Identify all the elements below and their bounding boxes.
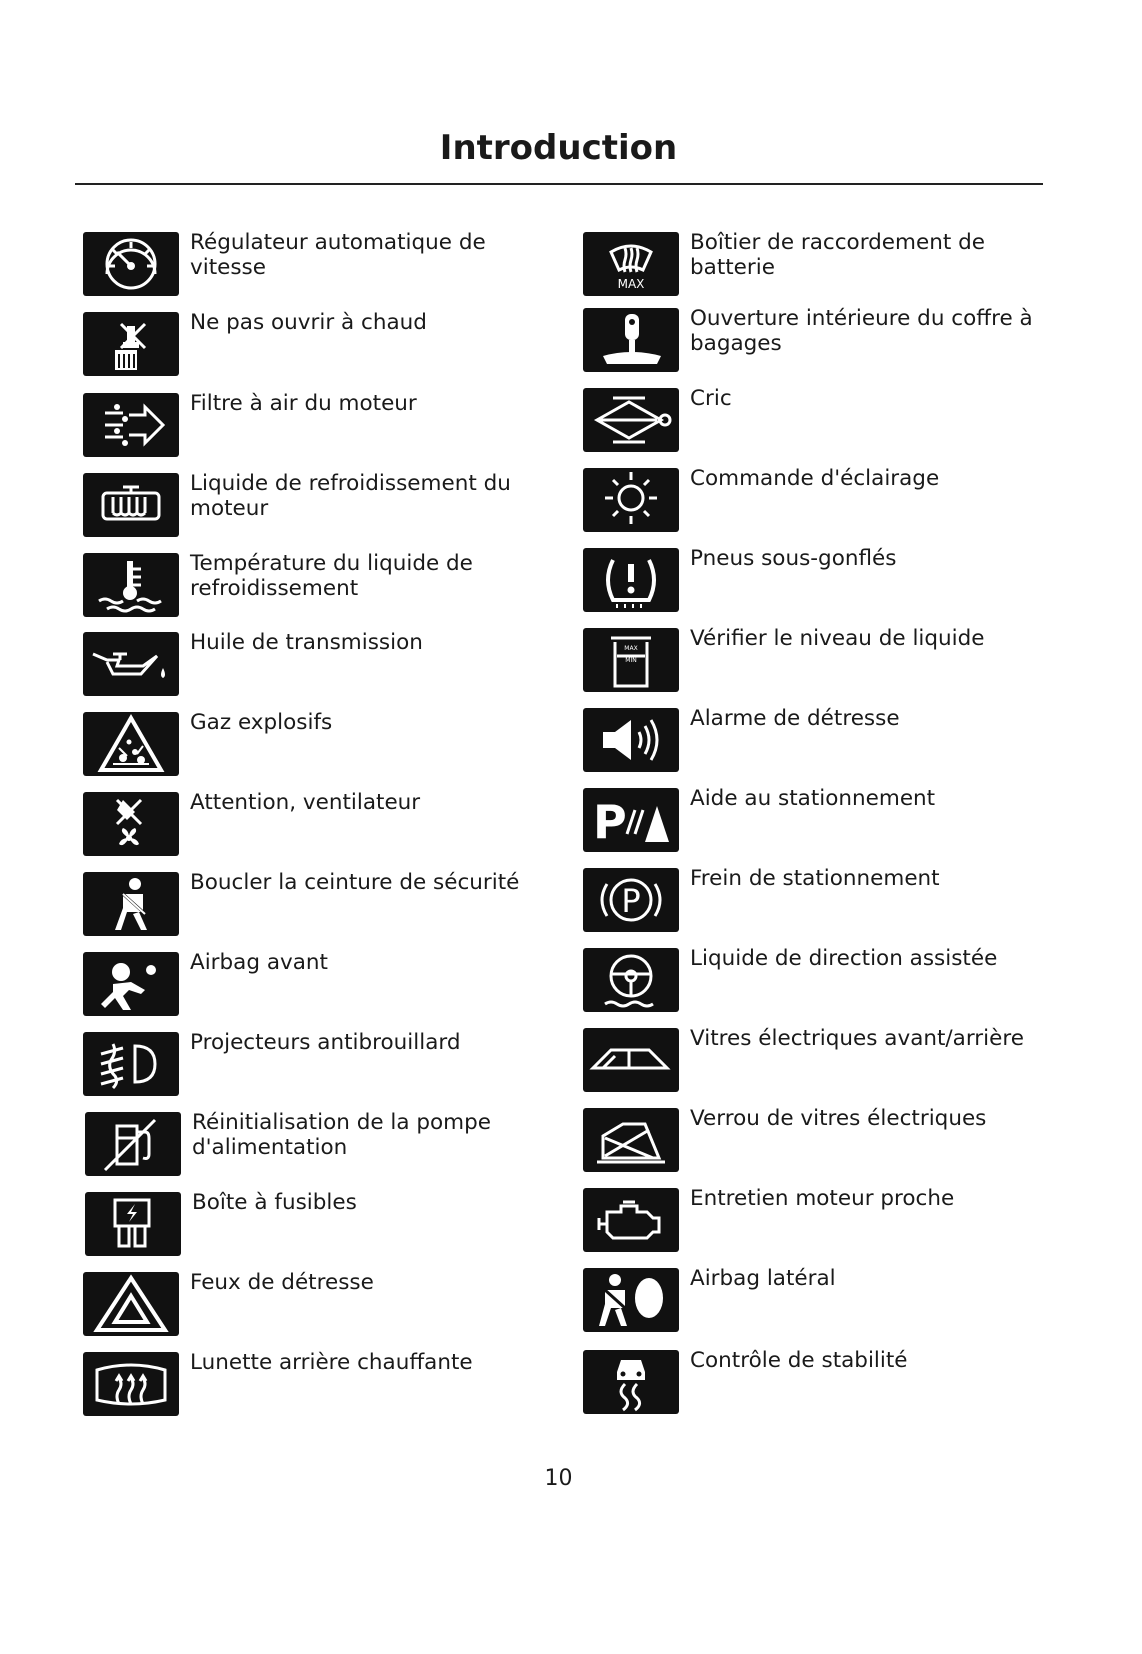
item-label: Filtre à air du moteur <box>190 391 417 416</box>
icon-caption-max: MAX <box>624 645 638 652</box>
item-label: Réinitialisation de la pompe d'alimentation <box>192 1110 492 1160</box>
defrost-max-icon <box>583 232 679 296</box>
item-label: Commande d'éclairage <box>690 466 940 491</box>
item-label: Airbag latéral <box>690 1266 836 1291</box>
front-airbag-icon <box>83 952 179 1016</box>
jack-icon <box>583 388 679 452</box>
lighting-control-icon <box>583 468 679 532</box>
fog-lamp-icon <box>83 1032 179 1096</box>
icon-caption-min: MIN <box>625 657 637 664</box>
item-label: Vérifier le niveau de liquide <box>690 626 985 651</box>
item-label: Vitres électriques avant/arrière <box>690 1026 1024 1051</box>
power-steering-icon <box>583 948 679 1012</box>
fuel-pump-reset-icon <box>85 1112 181 1176</box>
trunk-release-icon <box>583 308 679 372</box>
page-number: 10 <box>544 1466 573 1491</box>
item-label: Gaz explosifs <box>190 710 333 735</box>
item-label: Température du liquide de refroidissement <box>190 551 473 601</box>
item-label: Cric <box>690 386 732 411</box>
power-windows-icon <box>583 1028 679 1092</box>
fuse-box-icon <box>85 1192 181 1256</box>
item-label: Feux de détresse <box>190 1270 374 1295</box>
heated-rear-window-icon <box>83 1352 179 1416</box>
item-label: Frein de stationnement <box>690 866 940 891</box>
item-label: Contrôle de stabilité <box>690 1348 908 1373</box>
item-label: Alarme de détresse <box>690 706 900 731</box>
item-label: Boîtier de raccordement de batterie <box>690 230 985 280</box>
hazard-warning-icon <box>83 1272 179 1336</box>
item-label: Boucler la ceinture de sécurité <box>190 870 520 895</box>
tire-pressure-icon <box>583 548 679 612</box>
item-label: Boîte à fusibles <box>192 1190 357 1215</box>
icon-caption: P <box>621 882 641 920</box>
icon-caption: MAX <box>617 277 645 291</box>
side-airbag-icon <box>583 1268 679 1332</box>
item-label: Liquide de refroidissement du moteur <box>190 471 511 521</box>
transmission-oil-icon <box>83 632 179 696</box>
item-label: Attention, ventilateur <box>190 790 421 815</box>
do-not-open-hot-icon <box>83 312 179 376</box>
item-label: Projecteurs antibrouillard <box>190 1030 461 1055</box>
cruise-control-icon <box>83 232 179 296</box>
item-label: Régulateur automatique de vitesse <box>190 230 486 280</box>
item-label: Pneus sous-gonflés <box>690 546 897 571</box>
item-label: Aide au stationnement <box>690 786 936 811</box>
stability-control-icon <box>583 1350 679 1414</box>
item-label: Ouverture intérieure du coffre à bagages <box>690 306 1033 356</box>
icon-caption: P <box>593 795 627 849</box>
page-title: Introduction <box>439 128 678 168</box>
engine-coolant-icon <box>83 473 179 537</box>
fan-warning-icon <box>83 792 179 856</box>
title-divider <box>75 183 1043 185</box>
explosive-gas-icon <box>83 712 179 776</box>
item-label: Airbag avant <box>190 950 328 975</box>
item-label: Huile de transmission <box>190 630 423 655</box>
item-label: Lunette arrière chauffante <box>190 1350 473 1375</box>
item-label: Verrou de vitres électriques <box>690 1106 987 1131</box>
coolant-temperature-icon <box>83 553 179 617</box>
item-label: Ne pas ouvrir à chaud <box>190 310 427 335</box>
parking-brake-icon <box>583 868 679 932</box>
window-lock-icon <box>583 1108 679 1172</box>
seatbelt-icon <box>83 872 179 936</box>
engine-air-filter-icon <box>83 393 179 457</box>
check-engine-icon <box>583 1188 679 1252</box>
parking-aid-icon <box>583 788 679 852</box>
item-label: Liquide de direction assistée <box>690 946 998 971</box>
horn-icon <box>583 708 679 772</box>
fluid-level-icon <box>583 628 679 692</box>
item-label: Entretien moteur proche <box>690 1186 955 1211</box>
